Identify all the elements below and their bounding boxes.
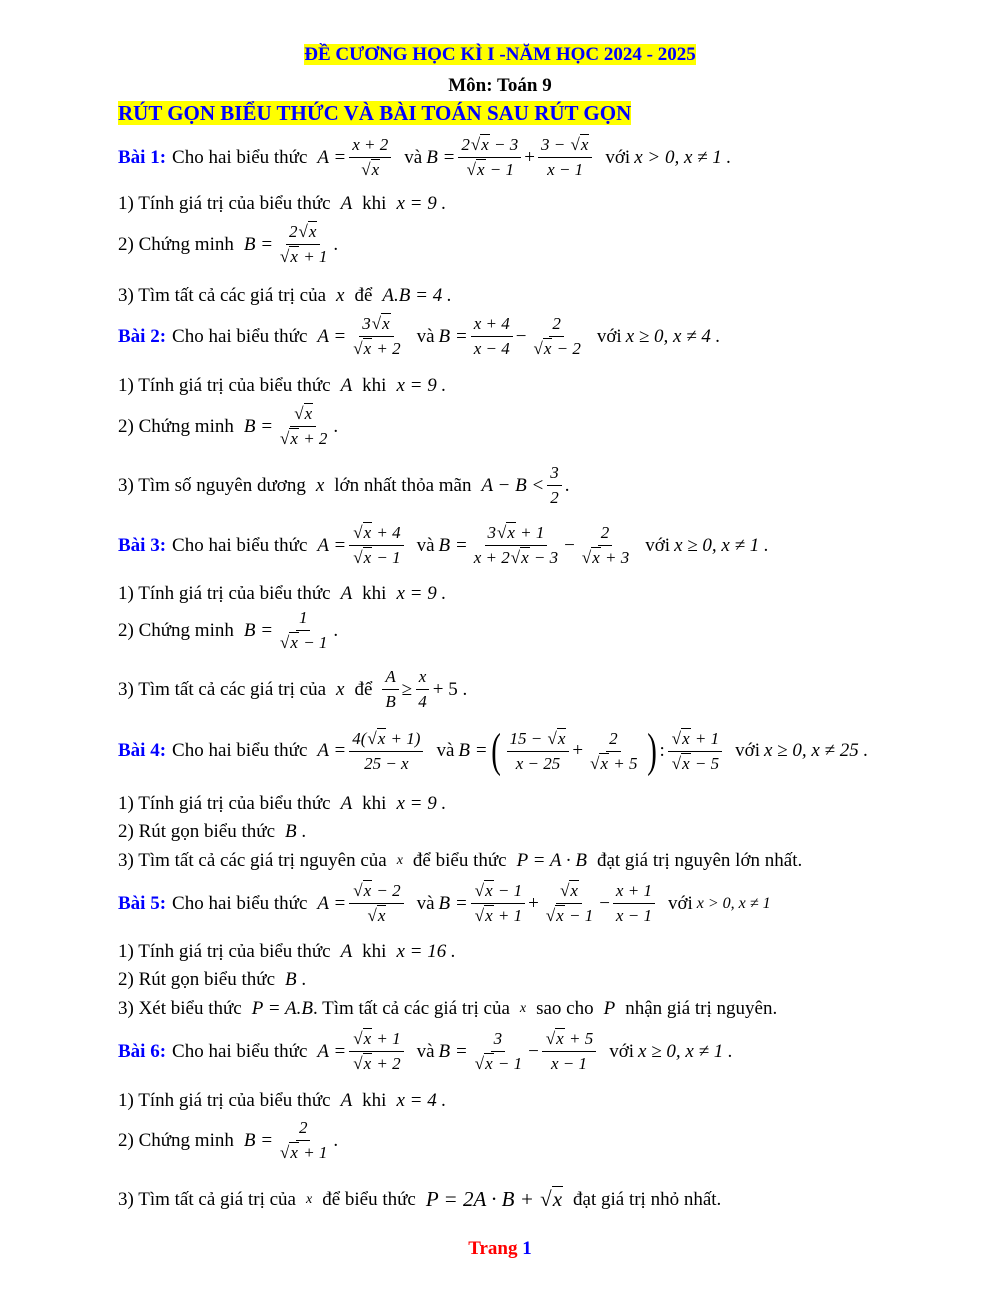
bai5-statement: Bài 5: Cho hai biểu thức A = $\frac{√x - 2}{√x}$ và B = $\frac{√x - 1}{√x + 1}$ + $\frac{√x}{√x - 1}$ − $\frac{x + 1}{x - 1}$ với x > 0, x ≠ 1 bbox=[118, 881, 771, 925]
bai2-question-3: 3) Tìm số nguyên dương x lớn nhất thỏa mãn A − B < $\frac{3}{2}$ . bbox=[118, 463, 570, 507]
page-number: 1 bbox=[522, 1238, 532, 1259]
document-title: ĐỀ CƯƠNG HỌC KÌ I -NĂM HỌC 2024 - 2025 bbox=[304, 44, 696, 65]
bai3-question-2: 2) Chứng minh B = $\frac{1}{√x - 1}$ . bbox=[118, 608, 339, 652]
bai1-question-1: 1) Tính giá trị của biểu thức A khi x = 9 . bbox=[118, 193, 447, 214]
subject-line: Môn: Toán 9 bbox=[448, 75, 552, 96]
bai4-question-1: 1) Tính giá trị của biểu thức A khi x = 9 . bbox=[118, 793, 447, 814]
bai1-question-3: 3) Tìm tất cả các giá trị của x để A.B = 4 . bbox=[118, 285, 452, 306]
bai2-question-2: 2) Chứng minh B = $\frac{√x}{√x + 2}$ . bbox=[118, 404, 339, 448]
page-footer bbox=[0, 1238, 1000, 1260]
bai5-question-1: 1) Tính giá trị của biểu thức A khi x = 16 . bbox=[118, 941, 456, 962]
bai3-question-3: 3) Tìm tất cả các giá trị của x để $\frac{A}{B}$ ≥ $\frac{x}{4}$ + 5 . bbox=[118, 667, 468, 711]
bai6-question-1: 1) Tính giá trị của biểu thức A khi x = 4 . bbox=[118, 1090, 447, 1111]
bai5-question-3: 3) Xét biểu thức P = A.B . Tìm tất cả các giá trị của x sao cho P nhận giá trị nguyên. bbox=[118, 998, 778, 1019]
bai1-question-2: 2) Chứng minh B = $\frac{2√x}{√x + 1}$ . bbox=[118, 222, 339, 266]
section-heading: RÚT GỌN BIỂU THỨC VÀ BÀI TOÁN SAU RÚT GỌN bbox=[118, 101, 632, 125]
bai5-question-2: 2) Rút gọn biểu thức B . bbox=[118, 969, 307, 990]
bai6-question-3: 3) Tìm tất cả giá trị của x để biểu thức P = 2A · B + √x đạt giá trị nhỏ nhất. bbox=[118, 1187, 722, 1211]
bai6-question-2: 2) Chứng minh B = $\frac{2}{√x + 1}$ . bbox=[118, 1118, 339, 1162]
bai1-statement: Bài 1: Cho hai biểu thức A = $\frac{x + 2}{√x}$ và B = $\frac{2√x - 3}{√x - 1}$ + $\frac{3 - √x}{x - 1}$ với x > 0, x ≠ 1 . bbox=[118, 135, 732, 179]
page-label: Trang bbox=[468, 1238, 518, 1259]
bai2-question-1: 1) Tính giá trị của biểu thức A khi x = 9 . bbox=[118, 375, 447, 396]
bai4-question-2: 2) Rút gọn biểu thức B . bbox=[118, 821, 307, 842]
bai6-statement: Bài 6: Cho hai biểu thức A = $\frac{√x + 1}{√x + 2}$ và B = $\frac{3}{√x - 1}$ − $\frac{√x + 5}{x - 1}$ với x ≥ 0, x ≠ 1 . bbox=[118, 1029, 733, 1073]
bai3-question-1: 1) Tính giá trị của biểu thức A khi x = 9 . bbox=[118, 583, 447, 604]
bai2-statement: Bài 2: Cho hai biểu thức A = $\frac{3√x}{√x + 2}$ và B = $\frac{x + 4}{x - 4}$ − $\frac{2}{√x - 2}$ với x ≥ 0, x ≠ 4 . bbox=[118, 314, 721, 358]
bai4-statement: Bài 4: Cho hai biểu thức A = $\frac{4(√x + 1)}{25 - x}$ và B = ( $\frac{15 - √x}{x - 25}$ + $\frac{2}{√x + 5}$ ) : $\frac{√x + 1}{√x - 5}$ với x ≥ 0, x ≠ 25 . bbox=[118, 724, 869, 777]
bai4-question-3: 3) Tìm tất cả các giá trị nguyên của x để biểu thức P = A · B đạt giá trị nguyên lớn nhất. bbox=[118, 850, 803, 871]
bai3-statement: Bài 3: Cho hai biểu thức A = $\frac{√x + 4}{√x - 1}$ và B = $\frac{3√x + 1}{x + 2√x - 3}$ − $\frac{2}{√x + 3}$ với x ≥ 0, x ≠ 1 . bbox=[118, 523, 769, 567]
